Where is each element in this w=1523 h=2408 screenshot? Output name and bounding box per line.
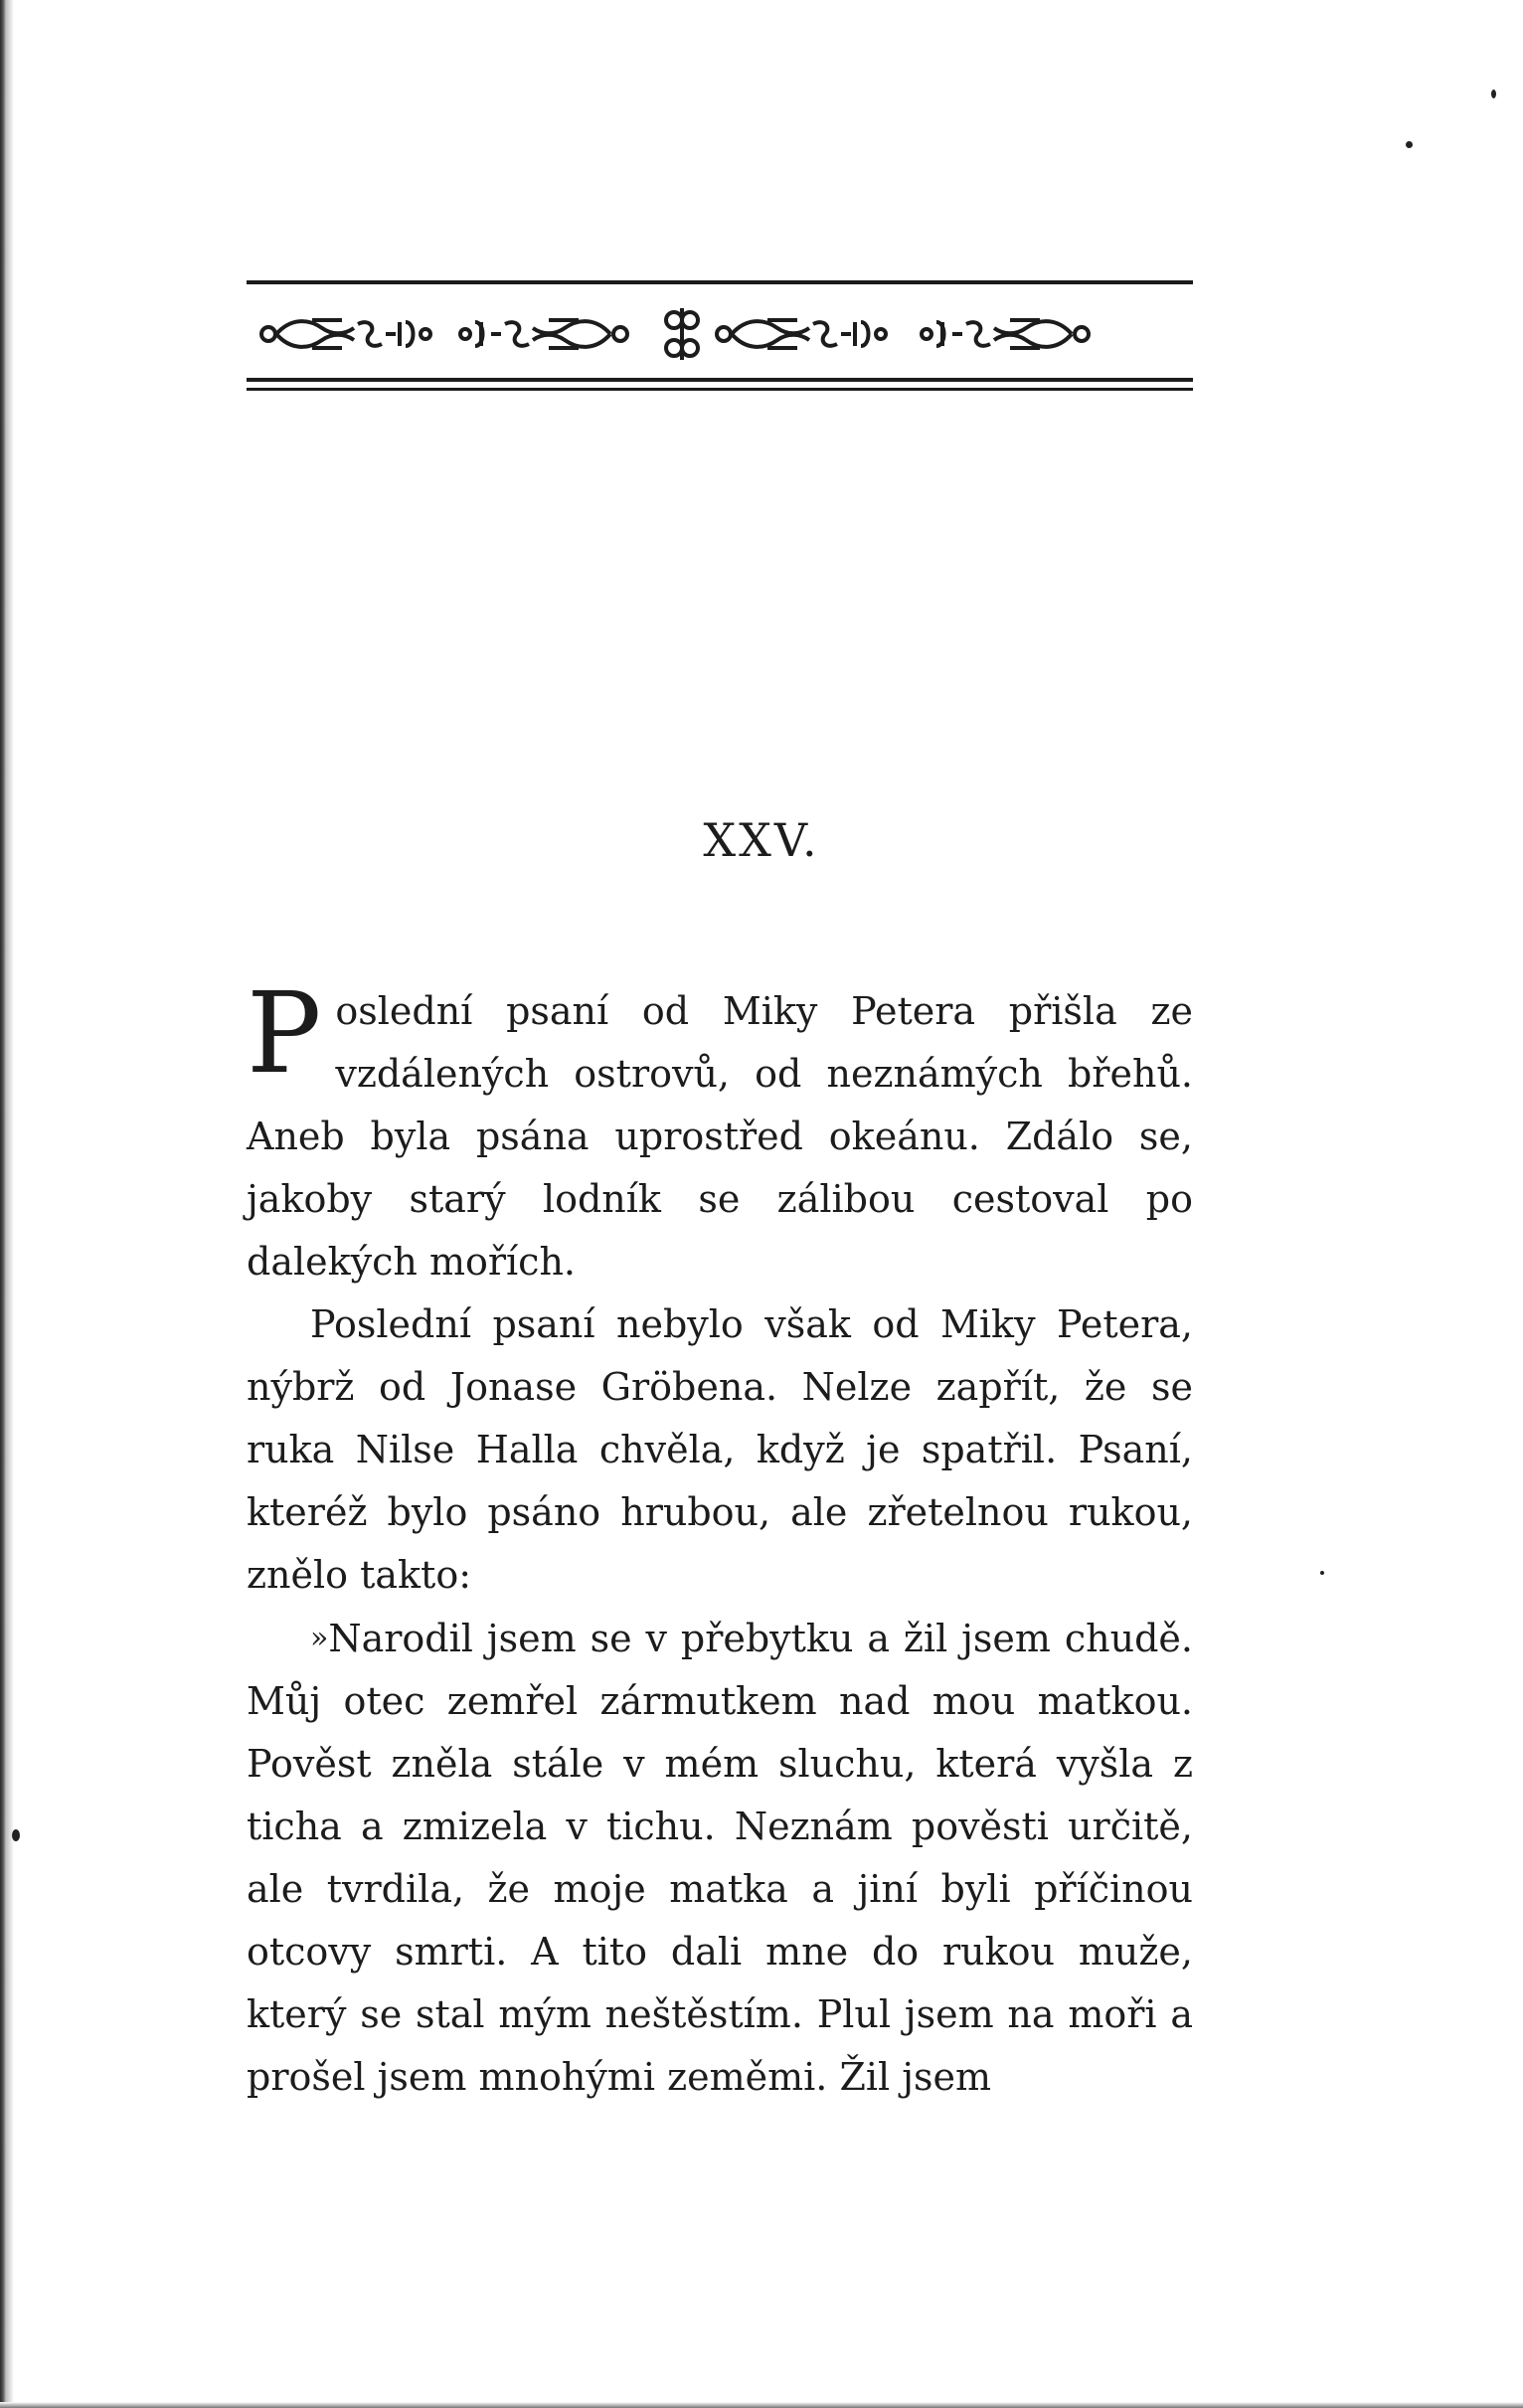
scan-edge-bottom xyxy=(0,2402,1523,2408)
scan-speck xyxy=(1491,89,1496,98)
ornament-rule-top xyxy=(247,280,1193,284)
vine-ornament-icon xyxy=(247,298,1193,370)
scan-speck xyxy=(1320,1571,1324,1575)
scan-edge-left xyxy=(0,0,14,2408)
opening-quote-mark: » xyxy=(310,1621,329,1655)
drop-cap: P xyxy=(247,969,322,1099)
scan-speck xyxy=(12,1829,20,1841)
ornament-rule-bottom-thin xyxy=(247,388,1193,391)
paragraph-1 xyxy=(247,969,1193,1293)
ornament-rule-bottom xyxy=(247,378,1193,382)
paragraph-3 xyxy=(247,1607,1193,2109)
paragraph-2: Poslední psaní nebylo však od Miky Petera, nýbrž od Jonase Gröbena. Nelze zapřít, že se ruka Nilse Halla chvěla, když je spatřil. Psaní, kteréž bylo psáno hrubou, ale zřetelnou rukou, znělo takto: xyxy=(247,1302,1193,1597)
paragraph-1-text: oslední psaní od Miky Petera přišla ze vzdálených ostrovů, od neznámých břehů. Aneb byla psána uprostřed okeánu. Zdálo se, jakoby starý lodník se zálibou cestoval po dalekých mořích. xyxy=(247,989,1193,1284)
body-text xyxy=(247,969,1193,2109)
scan-speck xyxy=(1406,141,1413,148)
headpiece-ornament xyxy=(247,280,1193,394)
chapter-number: XXV. xyxy=(703,813,820,867)
paragraph-3-text: Narodil jsem se v přebytku a žil jsem chudě. Můj otec zemřel zármutkem nad mou matkou. Pověst zněla stále v mém sluchu, která vyšla z ticha a zmizela v tichu. Neznám pověsti určitě, ale tvrdila, že moje matka a jiní byli příčinou otcovy smrti. A tito dali mne do rukou muže, který se stal mým neštěstím. Plul jsem na moři a prošel jsem mnohými zeměmi. Žil jsem xyxy=(247,1617,1193,2099)
